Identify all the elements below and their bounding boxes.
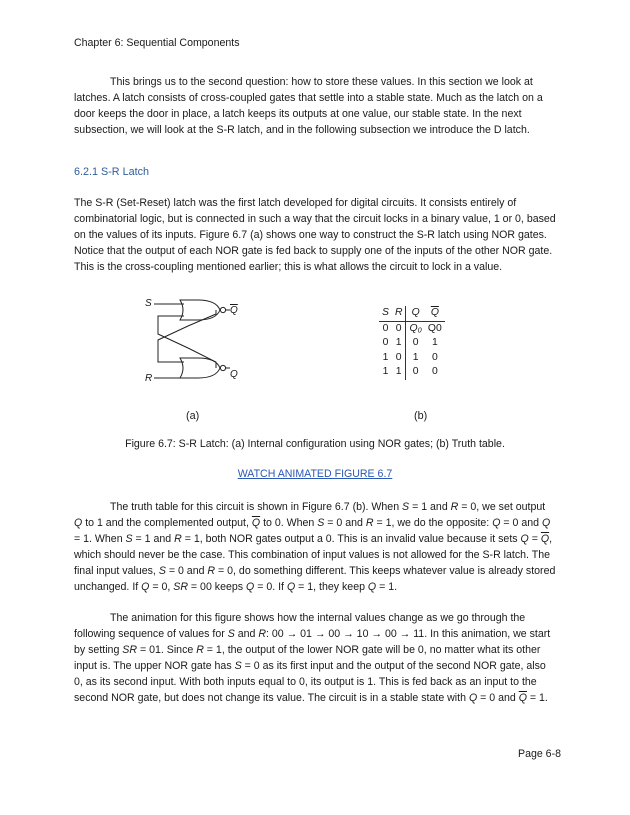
cell: 0 [382,322,389,334]
page-number: Page 6-8 [518,748,561,760]
cell: 0 [431,366,438,377]
section-heading: 6.2.1 S-R Latch [74,166,150,178]
table-row [379,336,445,351]
upper-nor-gate [180,300,220,320]
header-q: Q [406,306,425,321]
circuit-r-label: R [145,373,153,384]
lower-nor-bubble [220,365,225,370]
cell: 1 [382,366,389,377]
animation-paragraph: The animation for this figure shows how the internal values change as we go through the following sequence of values for S and R: 00 → 01 → 00 → 10 → 00 → 11. In this animation, we start by setting SR = 01. Since R = 1, the output of the lower NOR gate will be 0, no matter what its other input is. The upper NOR gate has S = 0 as its first input and the output of the second NOR gate, also 0, as its second input. With both inputs equal to 0, its output is 1. This is fed back as an input to the second NOR gate, but does not change its value. The circuit is in a stable state with Q = 0 and $\overline{Q} = 1$. [74,612,551,704]
cell: 0 [382,337,389,348]
cross-wire-lower-to-upper [158,316,216,368]
table-row [379,351,445,366]
cell: 0 [392,321,406,336]
cross-wire-upper-to-lower [158,310,216,362]
cell: Q0 [427,322,442,334]
cell: 1 [392,365,406,380]
figure-part-a-label: (a) [186,410,200,422]
cell: 1 [412,351,419,363]
header-r: R [392,306,406,321]
truth-table-paragraph: The truth table for this circuit is shown in Figure 6.7 (b). When S = 1 and R = 0, we set output Q to 1 and the complemented output, $\overline{Q}$ to 0. When S = 0 and R = 1, we do the opposite: Q = 0 and Q = 1. When S = 1 and R = 1, both NOR gates output a 0. This is an invalid value because it sets $Q = \overline{Q}$, which should never be the case. This combination of input values is not allowed for the S-R latch. The final input values, S = 0 and R = 0, do something different. This keeps whatever value is already stored unchanged. If Q = 0, SR = 00 keeps Q = 0. If Q = 1, they keep Q = 1. [74,501,556,593]
figure-caption: Figure 6.7: S-R Latch: (a) Internal configuration using NOR gates; (b) Truth table. [125,438,505,450]
truth-table [379,306,445,380]
circuit-s-label: S [145,298,152,309]
sr-latch-paragraph: The S-R (Set-Reset) latch was the first latch developed for digital circuits. It consists entirely of combinatorial logic, but is connected in such a way that the circuit locks in a binary value, 1 or 0, based on the values of its inputs. Figure 6.7 (a) shows one way to construct the S-R latch using NOR gates. Notice that the output of each NOR gate is fed back to supply one of the inputs of the other NOR gate. This is the cross-coupling mentioned earlier; this is what allows the circuit to lock in a value. [74,197,556,273]
table-row [379,321,445,336]
table-row [379,365,445,380]
cell: 0 [412,366,419,377]
circuit-q-label: Q [230,369,238,380]
cell: Q₀ [409,322,422,334]
running-header: Chapter 6: Sequential Components [74,37,240,49]
cell: 1 [431,337,438,348]
cell: 0 [431,351,438,363]
cell: 0 [412,337,419,348]
figure-part-b-label: (b) [414,410,428,422]
circuit-qbar-label: $\overline{Q}$ [230,305,238,316]
header-s: S [379,306,392,321]
intro-paragraph: This brings us to the second question: how to store these values. In this section we look at latches. A latch consists of cross-coupled gates that settle into a stable state. Much as the latch on a door keeps the door in place, a latch keeps its outputs at one value, our stable state. In the next subsection, we will look at the S-R latch, and in the following subsection we introduce the D latch. [74,76,543,136]
truth-table-header [379,306,445,321]
cell: 1 [382,351,389,363]
upper-nor-bubble [220,307,225,312]
watch-animated-figure-link[interactable]: WATCH ANIMATED FIGURE 6.7 [237,468,393,480]
header-qbar: $\overline{Q}$ [425,306,445,321]
cell: 1 [392,336,406,351]
cell: 0 [392,351,406,366]
